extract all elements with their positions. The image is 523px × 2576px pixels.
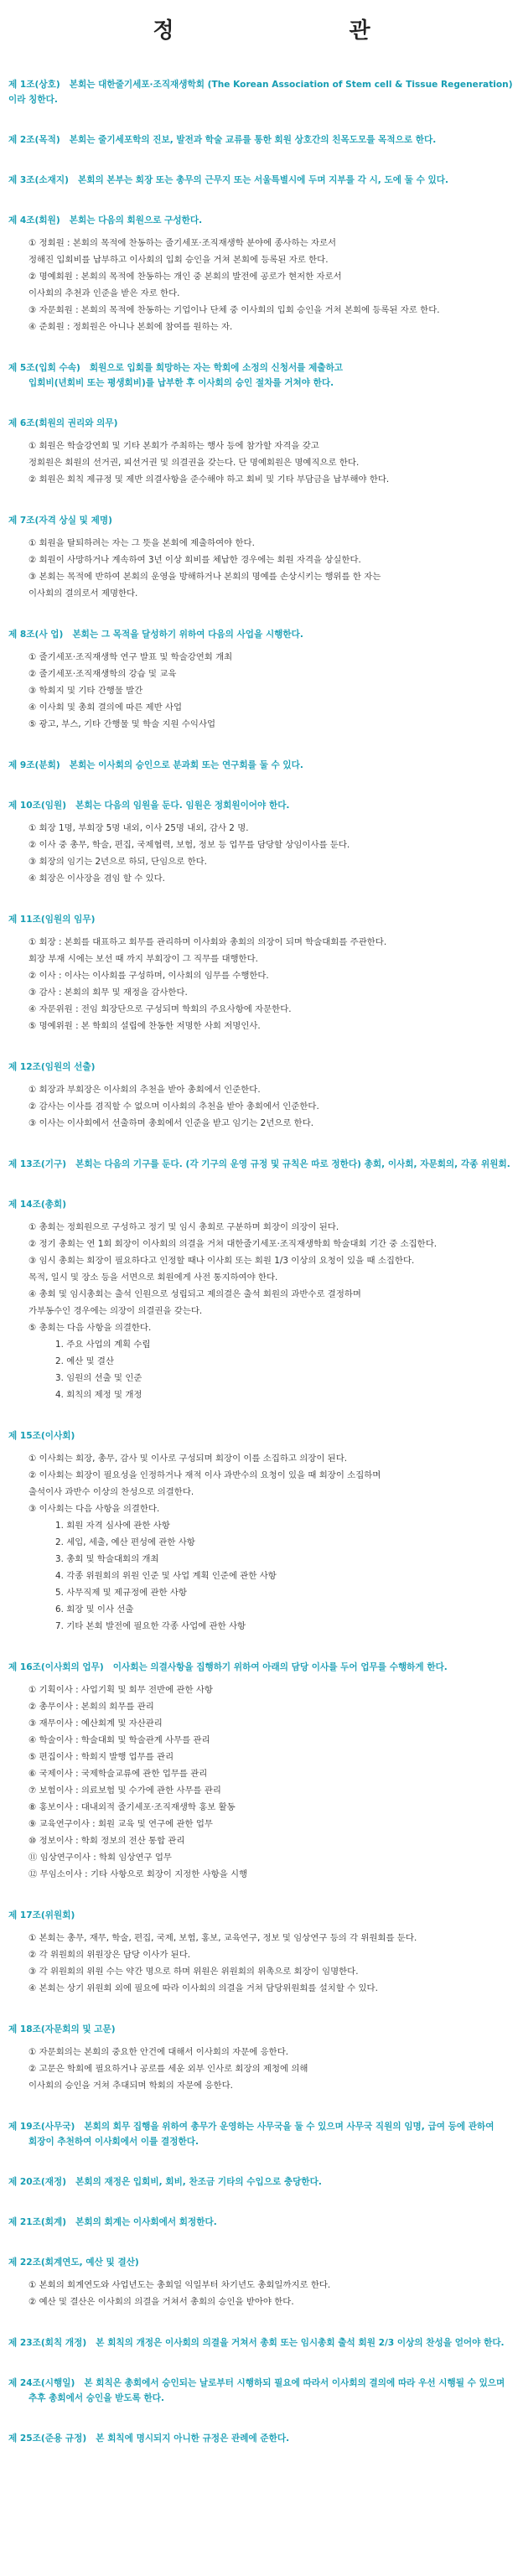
- article-heading-text: 본 회칙에 명시되지 아니한 규정은 관례에 준한다.: [96, 2433, 290, 2444]
- article-heading: [8, 416, 515, 431]
- article: [8, 1660, 515, 1883]
- article: [8, 2335, 515, 2351]
- article-heading: [8, 1157, 515, 1172]
- article-item: 출석이사 과반수 이상의 찬성으로 의결한다.: [28, 1487, 194, 1497]
- article-item: ① 본회는 총무, 재무, 학술, 편집, 국제, 보험, 홍보, 교육연구, 정보 및 임상연구 등의 각 위원회를 둔다.: [28, 1933, 417, 1943]
- article-number: 제 2조(목적): [8, 135, 60, 145]
- page-title: 정 관: [153, 18, 454, 44]
- article-item: ⑥ 국제이사 : 국제학술교류에 관한 업무를 관리: [28, 1769, 208, 1779]
- article-subitem: 4. 회칙의 제정 및 개정: [55, 1390, 142, 1400]
- article-subitem: 1. 주요 사업의 계획 수립: [55, 1340, 151, 1350]
- article-heading: [8, 2022, 515, 2037]
- article: [8, 2215, 515, 2230]
- article-heading: [8, 2119, 515, 2134]
- article-number: 제 1조(상호): [8, 80, 60, 90]
- article-number: 제 6조(회원의 권리와 의무): [8, 418, 118, 428]
- article: [8, 1060, 515, 1132]
- article-number: 제 11조(임원의 임무): [8, 915, 96, 925]
- article: [8, 360, 515, 391]
- article-item: ① 회원을 탈퇴하려는 자는 그 뜻을 본회에 제출하여야 한다.: [28, 538, 255, 548]
- article-item: ① 회장 1명, 부회장 5명 내외, 이사 25명 내외, 감사 2 명.: [28, 823, 249, 833]
- article-subitem: 1. 회원 자격 심사에 관한 사항: [55, 1521, 170, 1531]
- article: [8, 2174, 515, 2190]
- article: [8, 1428, 515, 1635]
- article-item: ① 회원은 학술강연회 및 기타 본회가 주최하는 행사 등에 참가할 자격을 갖고: [28, 441, 319, 451]
- article-number: 제 8조(사 업): [8, 630, 64, 640]
- article-number: 제 10조(임원): [8, 801, 67, 811]
- article-items: [8, 1450, 515, 1635]
- article-number: 제 18조(자문회의 및 고문): [8, 2024, 116, 2034]
- article-heading: [8, 1428, 515, 1443]
- article-heading-text: 회원으로 입회를 희망하는 자는 학회에 소정의 신청서를 제출하고: [89, 363, 344, 373]
- article-heading: [8, 1060, 515, 1075]
- article-heading-text: 이사회는 의결사항을 집행하기 위하여 아래의 담당 이사를 두어 업무를 수행하게 한다.: [112, 1662, 448, 1672]
- article-subitem: 7. 기타 본회 발전에 필요한 각종 사업에 관한 사항: [55, 1621, 246, 1631]
- article-number: 제 14조(총회): [8, 1200, 67, 1210]
- article-item: ① 기획이사 : 사업기획 및 회무 전반에 관한 사항: [28, 1685, 213, 1695]
- article-heading: [8, 2431, 515, 2446]
- article-heading-text: 본 회칙의 개정은 이사회의 의결을 거쳐서 총회 또는 임시총회 출석 회원 2/3 이상의 찬성을 얻어야 한다.: [96, 2338, 505, 2348]
- article-heading: [8, 1660, 515, 1675]
- article-item: ④ 학술이사 : 학술대회 및 학술관계 사무를 관리: [28, 1735, 210, 1745]
- article: [8, 1157, 515, 1172]
- article-subitem: 6. 회장 및 이사 선출: [55, 1604, 134, 1615]
- article-heading-text: 본회는 다음의 회원으로 구성한다.: [69, 215, 203, 225]
- article-item: ⑤ 총회는 다음 사항을 의결한다.: [28, 1323, 152, 1333]
- article-item: ⑦ 보험이사 : 의료보험 및 수가에 관한 사무를 관리: [28, 1786, 221, 1796]
- article-heading: [8, 2376, 515, 2391]
- article-item: ⑪ 임상연구이사 : 학회 임상연구 업무: [28, 1853, 172, 1863]
- article-item: ① 이사회는 회장, 총무, 감사 및 이사로 구성되며 회장이 이를 소집하고 의장이 된다.: [28, 1454, 348, 1464]
- article-subitem: 3. 총회 및 학술대회의 개최: [55, 1554, 159, 1564]
- article-item: ⑩ 정보이사 : 학회 정보의 전산 통합 관리: [28, 1836, 185, 1846]
- article-item: ③ 이사회는 다음 사항을 의결한다.: [28, 1504, 160, 1514]
- article-number: 제 16조(이사회의 업무): [8, 1662, 104, 1672]
- article-item: ③ 자문회원 : 본회의 목적에 찬동하는 기업이나 단체 중 이사회의 입회 승인을 거쳐 본회에 등록된 자로 한다.: [28, 305, 440, 315]
- article-subitem: 5. 사무직제 및 제규정에 관한 사항: [55, 1588, 187, 1598]
- article-heading: [8, 2215, 515, 2230]
- article-items: [8, 2277, 515, 2310]
- article-item: ⑤ 광고, 부스, 기타 간행물 및 학술 지원 수익사업: [28, 719, 216, 729]
- article-item: 이사회의 추천과 인준을 받은 자로 한다.: [28, 288, 180, 298]
- article-number: 제 4조(회원): [8, 215, 60, 225]
- article-item: ② 총무이사 : 본회의 회무를 관리: [28, 1702, 154, 1712]
- article-items: [8, 1219, 515, 1403]
- article-number: 제 5조(입회 수속): [8, 363, 80, 373]
- article-items: [8, 1682, 515, 1883]
- article-item: 가부동수인 경우에는 의장이 의결권을 갖는다.: [28, 1306, 203, 1316]
- article-item: ③ 본회는 목적에 반하여 본회의 운영을 방해하거나 본회의 명예를 손상시키는 행위를 한 자는: [28, 572, 381, 582]
- article-item: ③ 각 위원회의 위원 수는 약간 명으로 하며 위원은 위원회의 위촉으로 회장이 임명한다.: [28, 1967, 359, 1977]
- article-subitem: 4. 각종 위원회의 위원 인준 및 사업 계획 인준에 관한 사항: [55, 1571, 277, 1581]
- article-item: ② 각 위원회의 위원장은 담당 이사가 된다.: [28, 1950, 191, 1960]
- article-item: 이사회의 결의로서 제명한다.: [28, 588, 138, 599]
- article-item: ③ 재무이사 : 예산회계 및 자산관리: [28, 1718, 163, 1729]
- article-items: [8, 649, 515, 733]
- article-heading-text: 본회의 회무 집행을 위하여 총무가 운영하는 사무국을 둘 수 있으며 사무국 직원의 임명, 급여 등에 관하여: [84, 2122, 495, 2132]
- articles-list: [8, 77, 515, 2446]
- article-item: 회장 부재 시에는 보선 때 까지 부회장이 그 직무를 대행한다.: [28, 954, 258, 964]
- article-item: ④ 자문위원 : 전임 회장단으로 구성되며 학회의 주요사항에 자문한다.: [28, 1004, 292, 1014]
- article-item: ③ 임시 총회는 회장이 필요하다고 인정할 때나 이사회 또는 회원 1/3 이상의 요청이 있을 때 소집한다.: [28, 1256, 415, 1266]
- article: [8, 2431, 515, 2446]
- article-item: ② 명예회원 : 본회의 목적에 찬동하는 개인 중 본회의 발전에 공로가 현저한 자로서: [28, 272, 342, 282]
- article-items: [8, 1930, 515, 1997]
- article-item: ⑧ 홍보이사 : 대내외적 줄기세포·조직재생학 홍보 활동: [28, 1802, 236, 1812]
- article-subitem: 3. 임원의 선출 및 인준: [55, 1373, 142, 1383]
- article-heading: [8, 77, 515, 107]
- article-heading-text: 본회는 그 목적을 달성하기 위하여 다음의 사업을 시행한다.: [72, 630, 303, 640]
- article-item: ① 본회의 회계연도와 사업년도는 총회일 익일부터 차기년도 총회일까지로 한다.: [28, 2280, 331, 2290]
- article-number: 제 25조(준용 규정): [8, 2433, 87, 2444]
- article-heading: [8, 758, 515, 773]
- article-heading-text: 본회의 본부는 회장 또는 총무의 근무지 또는 서울특별시에 두며 지부를 각 시, 도에 둘 수 있다.: [78, 175, 449, 185]
- article-number: 제 9조(분회): [8, 760, 60, 770]
- article: [8, 798, 515, 887]
- article: [8, 416, 515, 488]
- article-heading: [8, 798, 515, 813]
- article-number: 제 22조(회계연도, 예산 및 결산): [8, 2257, 139, 2268]
- article: [8, 77, 515, 107]
- article: [8, 627, 515, 733]
- article-heading: [8, 912, 515, 927]
- article: [8, 132, 515, 148]
- article-items: [8, 438, 515, 488]
- article-number: 제 19조(사무국): [8, 2122, 75, 2132]
- article-subitem: 2. 예산 및 결산: [55, 1356, 115, 1366]
- article-heading: [8, 2335, 515, 2351]
- article-number: 제 20조(재정): [8, 2177, 67, 2187]
- article-heading: [8, 213, 515, 228]
- article-heading-continuation: 추후 총회에서 승인을 받도록 한다.: [28, 2393, 165, 2403]
- article-heading: [8, 132, 515, 148]
- article-item: ④ 본회는 상기 위원회 외에 필요에 따라 이사회의 의결을 거쳐 담당위원회를 설치할 수 있다.: [28, 1983, 378, 1993]
- article-items: [8, 2044, 515, 2094]
- article-number: 제 15조(이사회): [8, 1431, 75, 1441]
- article-item: ① 총회는 정회원으로 구성하고 정기 및 임시 총회로 구분하며 회장이 의장이 된다.: [28, 1222, 339, 1232]
- article-item: ④ 회장은 이사장을 겸임 할 수 있다.: [28, 873, 165, 884]
- article-item: ② 회원은 회칙 제규정 및 제반 의결사항을 준수해야 하고 회비 및 기타 부담금을 납부해야 한다.: [28, 474, 390, 485]
- article: [8, 758, 515, 773]
- article: [8, 2022, 515, 2094]
- article-item: ① 회장과 부회장은 이사회의 추천을 받아 총회에서 인준한다.: [28, 1085, 261, 1095]
- article: [8, 1908, 515, 1997]
- article-heading-text: 본 회칙은 총회에서 승인되는 날로부터 시행하되 필요에 따라서 이사회의 결의에 따라 우선 시행될 수 있으며: [84, 2378, 505, 2388]
- article-item: ② 예산 및 결산은 이사회의 의결을 거쳐서 총회의 승인을 받아야 한다.: [28, 2297, 294, 2307]
- article-heading: [8, 2174, 515, 2190]
- article-item: 이사회의 승인을 거쳐 추대되며 학회의 자문에 응한다.: [28, 2081, 233, 2091]
- article-number: 제 21조(회계): [8, 2217, 67, 2227]
- article-item: ① 줄기세포·조직재생학 연구 발표 및 학술강연회 개최: [28, 652, 233, 662]
- article-item: 정회원은 회원의 선거권, 피선거권 및 의결권을 갖는다. 단 명예회원은 명예직으로 한다.: [28, 458, 360, 468]
- article-item: ② 이사회는 회장이 필요성을 인정하거나 재적 이사 과반수의 요청이 있을 때 회장이 소집하며: [28, 1470, 381, 1480]
- article-number: 제 7조(자격 상실 및 제명): [8, 516, 112, 526]
- article: [8, 213, 515, 335]
- article-items: [8, 934, 515, 1034]
- article-item: ③ 감사 : 본회의 회무 및 재정을 감사한다.: [28, 987, 188, 998]
- article-item: ③ 이사는 이사회에서 선출하며 총회에서 인준을 받고 임기는 2년으로 한다.: [28, 1118, 314, 1128]
- article-item: ④ 총회 및 임시총회는 출석 인원으로 성립되고 제의결은 출석 회원의 과반수로 결정하며: [28, 1289, 361, 1299]
- article-heading: [8, 173, 515, 188]
- article-subitem: 2. 세입, 세출, 예산 편성에 관한 사항: [55, 1537, 195, 1547]
- article: [8, 513, 515, 602]
- article-item: ② 이사 : 이사는 이사회를 구성하며, 이사회의 임무를 수행한다.: [28, 971, 269, 981]
- article-number: 제 17조(위원회): [8, 1910, 75, 1920]
- article-number: 제 23조(회칙 개정): [8, 2338, 87, 2348]
- article-items: [8, 820, 515, 887]
- article-heading-text: 본회의 재정은 입회비, 회비, 찬조금 기타의 수입으로 충당한다.: [75, 2177, 322, 2187]
- article-item: 목적, 일시 및 장소 등을 서면으로 회원에게 사전 통지하여야 한다.: [28, 1272, 278, 1283]
- article-item: ⑨ 교육연구이사 : 회원 교육 및 연구에 관한 업무: [28, 1819, 213, 1829]
- article-heading-text: 본회는 대한줄기세포·조직재생학회 (The Korean Association of Stem cell & Tissue Regeneration)이라 칭한다.: [8, 80, 513, 105]
- article-item: ① 자문회의는 본회의 중요한 안건에 대해서 이사회의 자문에 응한다.: [28, 2047, 289, 2057]
- article-heading-continuation: 입회비(년회비 또는 평생회비)를 납부한 후 이사회의 승인 절차를 거쳐야 한다.: [28, 378, 334, 388]
- article-item: ② 정기 총회는 연 1회 회장이 이사회의 의결을 거쳐 대한줄기세포·조직재생학회 학술대회 기간 중 소집한다.: [28, 1239, 438, 1249]
- article-heading-text: 본회는 다음의 기구를 둔다. (각 기구의 운영 규정 및 규칙은 따로 정한다) 총회, 이사회, 자문회의, 각종 위원회.: [75, 1159, 510, 1169]
- article-heading: [8, 1908, 515, 1923]
- article-item: ④ 준회원 : 정회원은 아니나 본회에 참여를 원하는 자.: [28, 322, 233, 332]
- article: [8, 1197, 515, 1403]
- article-item: ④ 이사회 및 총회 결의에 따른 제반 사업: [28, 702, 182, 713]
- article: [8, 173, 515, 188]
- article-item: ⑫ 무임소이사 : 기타 사항으로 회장이 지정한 사항을 시행: [28, 1869, 248, 1879]
- article-items: [8, 1081, 515, 1132]
- article-heading-text: 본회는 다음의 임원을 둔다. 임원은 정회원이어야 한다.: [75, 801, 290, 811]
- article-number: 제 13조(기구): [8, 1159, 67, 1169]
- article-items: [8, 235, 515, 335]
- article-heading-text: 본회의 회계는 이사회에서 회정한다.: [75, 2217, 217, 2227]
- article-item: ⑤ 명예위원 : 본 학회의 설립에 찬동한 저명한 사회 저명인사.: [28, 1021, 261, 1031]
- article-heading: [8, 627, 515, 642]
- article-item: 정해진 입회비를 납부하고 이사회의 입회 승인을 거쳐 본회에 등록된 자로 한다.: [28, 255, 329, 265]
- article-item: ① 회장 : 본회를 대표하고 회무를 관리하며 이사회와 총회의 의장이 되며 학술대회를 주관한다.: [28, 937, 387, 947]
- article-heading-continuation: 회장이 추천하여 이사회에서 이를 결정한다.: [28, 2137, 199, 2147]
- article-item: ⑤ 편집이사 : 학회지 발행 업무를 관리: [28, 1752, 174, 1762]
- article: [8, 912, 515, 1034]
- article-item: ② 줄기세포·조직재생학의 강습 및 교육: [28, 669, 177, 679]
- article-item: ② 이사 중 총무, 학술, 편집, 국제협력, 보험, 정보 등 업무를 담당할 상임이사를 둔다.: [28, 840, 350, 850]
- article-items: [8, 535, 515, 602]
- article-item: ② 감사는 이사를 겸직할 수 없으며 이사회의 추천을 받아 총회에서 인준한다.: [28, 1101, 319, 1112]
- article: [8, 2376, 515, 2406]
- article: [8, 2119, 515, 2149]
- article-item: ② 고문은 학회에 필요하거나 공로를 세운 외부 인사로 회장의 제청에 의해: [28, 2064, 308, 2074]
- article-number: 제 12조(임원의 선출): [8, 1062, 96, 1072]
- article-heading-text: 본회는 줄기세포학의 진보, 발전과 학술 교류를 통한 회원 상호간의 친목도모를 목적으로 한다.: [69, 135, 437, 145]
- article-item: ③ 회장의 임기는 2년으로 하되, 단임으로 한다.: [28, 857, 207, 867]
- article-number: 제 24조(시행일): [8, 2378, 75, 2388]
- article-heading: [8, 360, 515, 376]
- article-heading-text: 본회는 이사회의 승인으로 분과회 또는 연구회를 둘 수 있다.: [69, 760, 303, 770]
- article: [8, 2255, 515, 2310]
- article-item: ① 정회원 : 본회의 목적에 찬동하는 줄기세포·조직재생학 분야에 종사하는 자로서: [28, 238, 337, 248]
- article-item: ③ 학회지 및 기타 간행물 발간: [28, 686, 143, 696]
- article-number: 제 3조(소재지): [8, 175, 69, 185]
- article-heading: [8, 513, 515, 528]
- article-heading: [8, 1197, 515, 1212]
- article-item: ② 회원이 사망하거나 계속하여 3년 이상 회비를 체납한 경우에는 회원 자격을 상실한다.: [28, 555, 361, 565]
- article-heading: [8, 2255, 515, 2270]
